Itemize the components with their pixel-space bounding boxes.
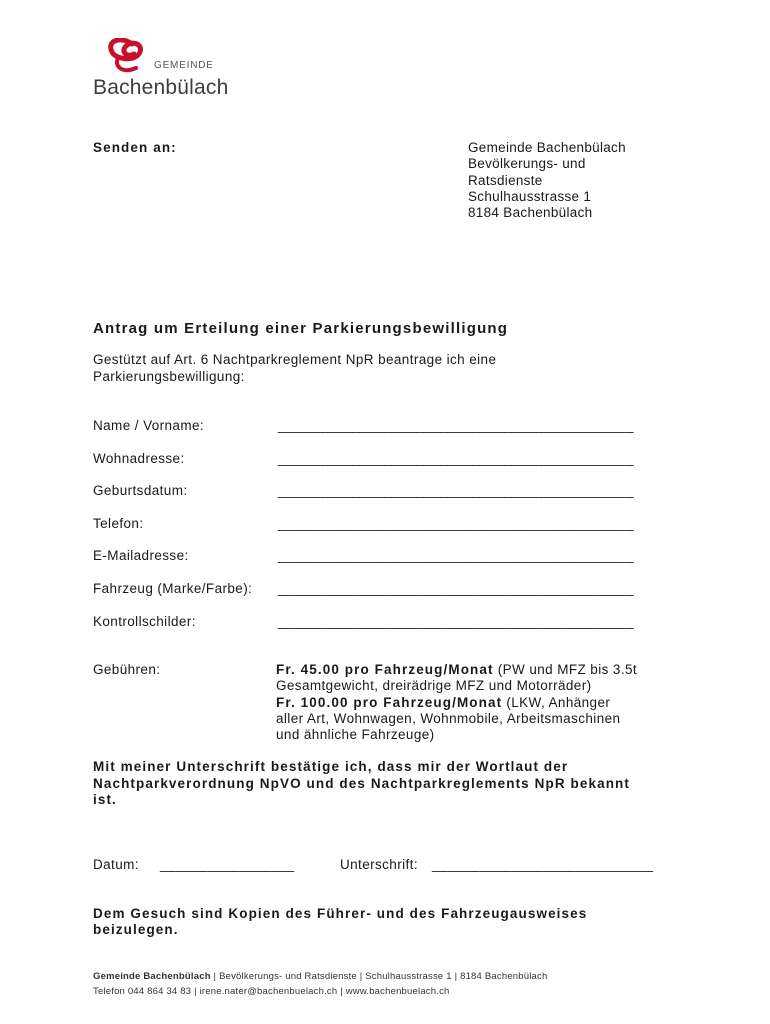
field-label-address: Wohnadresse: — [93, 451, 185, 466]
fee-amount-2: Fr. 100.00 pro Fahrzeug/Monat — [276, 695, 503, 710]
intro-text: Parkierungsbewilligung: — [93, 369, 245, 384]
footer-contact: Telefon 044 864 34 83 | irene.nater@bachenbuelach.ch | www.bachenbuelach.ch — [93, 986, 450, 997]
fee-desc-line: aller Art, Wohnwagen, Wohnmobile, Arbeitsmaschinen — [276, 711, 621, 726]
confirmation-text: Nachtparkverordnung NpVO und des Nachtparkreglements NpR bekannt — [93, 776, 630, 791]
address-line: 8184 Bachenbülach — [468, 205, 593, 220]
signature-label: Unterschrift: — [340, 857, 418, 872]
fee-line — [276, 662, 637, 677]
municipality-logo — [92, 38, 156, 78]
fee-line — [276, 695, 610, 710]
confirmation-text: Mit meiner Unterschrift bestätige ich, dass mir der Wortlaut der — [93, 759, 569, 774]
address-line: Bevölkerungs- und — [468, 156, 586, 171]
logo-gemeinde-text: GEMEINDE — [154, 60, 214, 71]
field-label-vehicle: Fahrzeug (Marke/Farbe): — [93, 581, 253, 596]
address-field[interactable]: _____________________________________________ — [278, 451, 634, 466]
field-label-plates: Kontrollschilder: — [93, 614, 196, 629]
fee-desc-line: Gesamtgewicht, dreirädrige MFZ und Motorräder) — [276, 678, 592, 693]
intro-text: Gestützt auf Art. 6 Nachtparkreglement NpR beantrage ich eine — [93, 352, 497, 367]
footer-address: | Bevölkerungs- und Ratsdienste | Schulhausstrasse 1 | 8184 Bachenbülach — [210, 971, 548, 982]
email-field[interactable]: _____________________________________________ — [278, 548, 634, 563]
vehicle-field[interactable]: _____________________________________________ — [278, 581, 634, 596]
form-title: Antrag um Erteilung einer Parkierungsbewilligung — [93, 320, 509, 337]
fees-label: Gebühren: — [93, 662, 161, 677]
logo-name-text: Bachenbülach — [93, 76, 229, 99]
attachment-note: beizulegen. — [93, 922, 179, 937]
send-to-label: Senden an: — [93, 140, 177, 155]
fee-desc-2: (LKW, Anhänger — [502, 695, 611, 710]
fee-desc-1: (PW und MFZ bis 3.5t — [493, 662, 638, 677]
birthdate-field[interactable]: _____________________________________________ — [278, 483, 634, 498]
fee-desc-line: und ähnliche Fahrzeuge) — [276, 727, 435, 742]
plates-field[interactable]: _____________________________________________ — [278, 614, 634, 629]
field-label-email: E-Mailadresse: — [93, 548, 189, 563]
field-label-birthdate: Geburtsdatum: — [93, 483, 188, 498]
address-line: Schulhausstrasse 1 — [468, 189, 592, 204]
confirmation-text: ist. — [93, 792, 117, 807]
footer-org: Gemeinde Bachenbülach — [93, 971, 211, 982]
date-label: Datum: — [93, 857, 139, 872]
address-line: Ratsdienste — [468, 173, 543, 188]
fee-amount-1: Fr. 45.00 pro Fahrzeug/Monat — [276, 662, 494, 677]
field-label-phone: Telefon: — [93, 516, 144, 531]
signature-field[interactable]: ____________________________ — [432, 857, 654, 872]
address-line: Gemeinde Bachenbülach — [468, 140, 626, 155]
field-label-name: Name / Vorname: — [93, 418, 205, 433]
phone-field[interactable]: _____________________________________________ — [278, 516, 634, 531]
attachment-note: Dem Gesuch sind Kopien des Führer- und des Fahrzeugausweises — [93, 906, 588, 921]
name-field[interactable]: _____________________________________________ — [278, 418, 634, 433]
date-field[interactable]: _________________ — [160, 857, 295, 872]
footer-line — [93, 971, 547, 982]
